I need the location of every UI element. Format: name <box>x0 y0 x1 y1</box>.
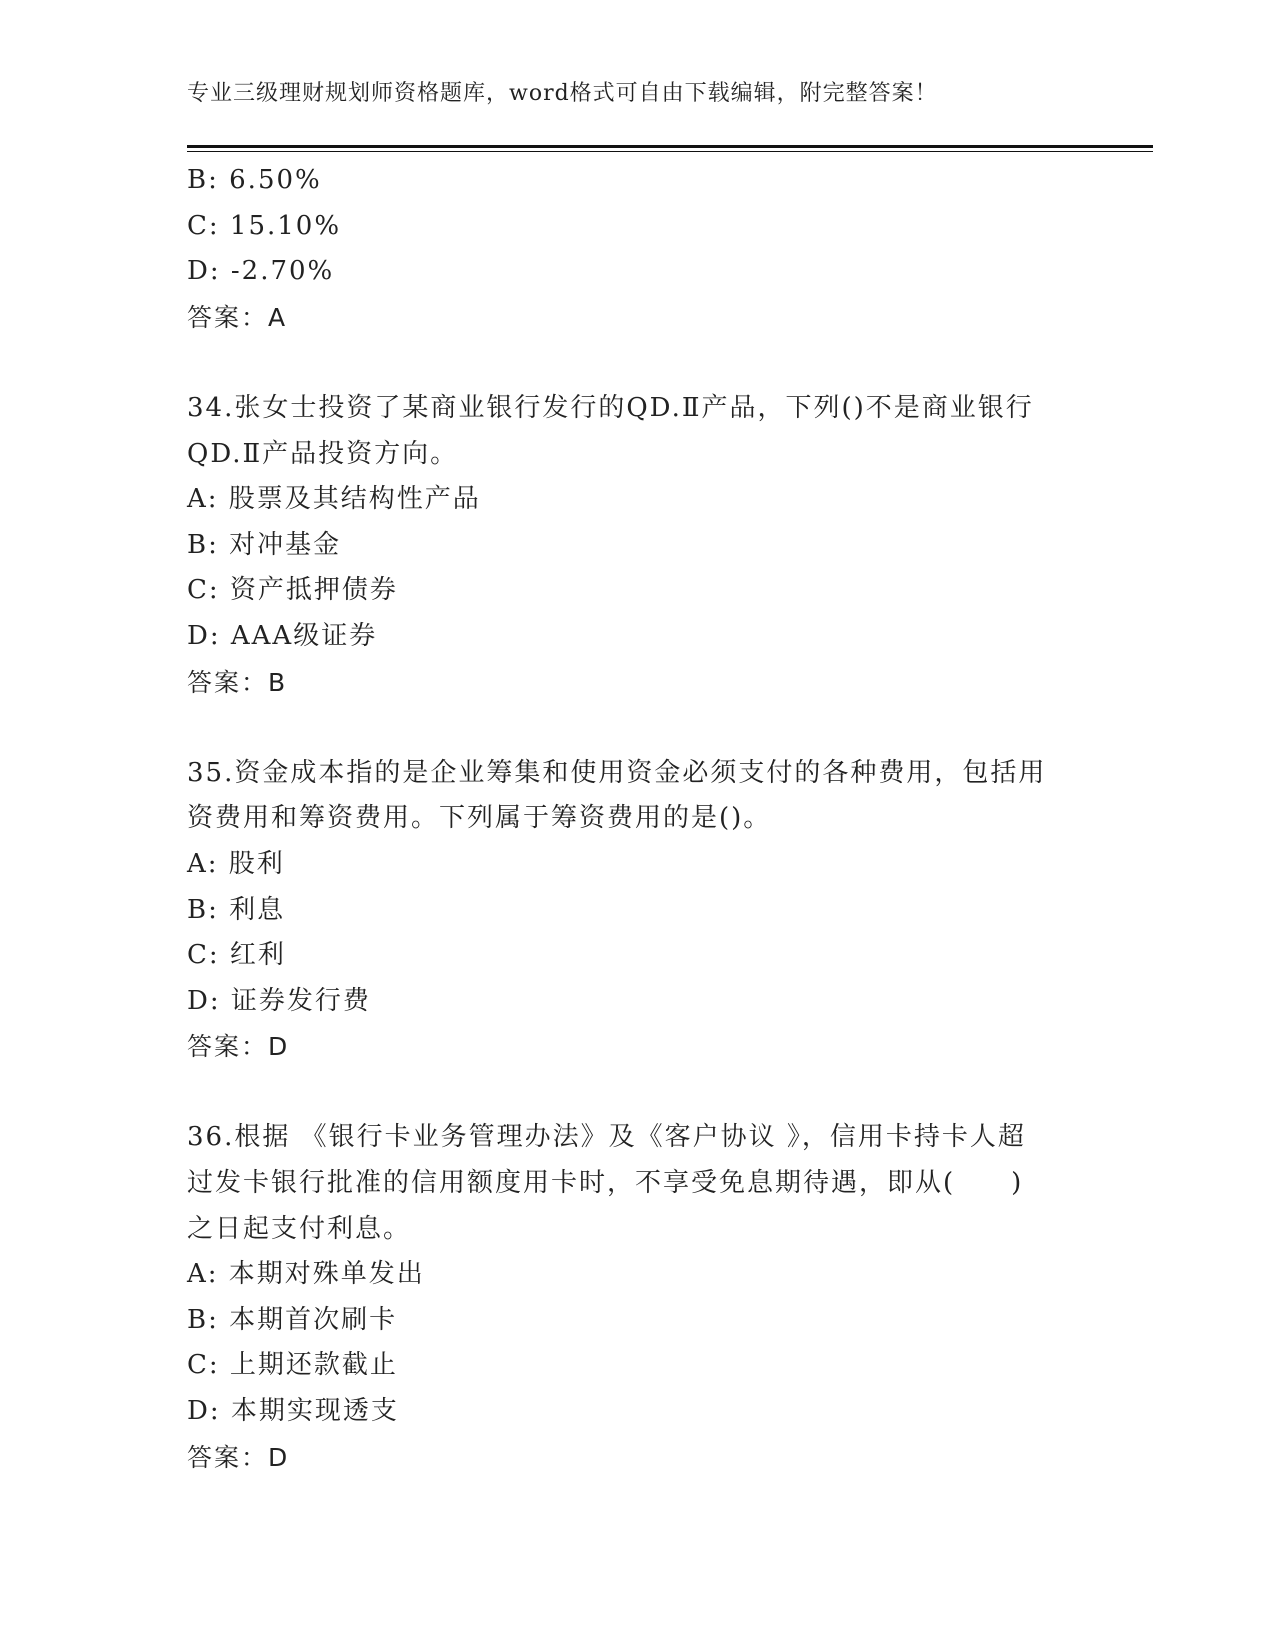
header-rule-thin <box>187 151 1153 152</box>
option-line: B: 6.50% <box>187 165 322 195</box>
question-text: 资费用和筹资费用。下列属于筹资费用的是()。 <box>187 803 772 834</box>
option-line: B: 本期首次刷卡 <box>187 1304 398 1335</box>
question-text: 35.资金成本指的是企业筹集和使用资金必须支付的各种费用，包括用 <box>187 757 1047 788</box>
option-line: C: 资产抵押债券 <box>187 575 398 606</box>
option-line: D: 本期实现透支 <box>187 1396 399 1427</box>
answer-line: 答案：A <box>187 302 288 332</box>
option-line: B: 利息 <box>187 894 286 925</box>
question-text: 34.张女士投资了某商业银行发行的QD.Ⅱ产品，下列()不是商业银行 <box>187 392 1034 423</box>
option-line: C: 红利 <box>187 940 286 971</box>
question-text: 过发卡银行批准的信用额度用卡时，不享受免息期待遇，即从( ) <box>187 1168 1024 1199</box>
header-rule-thick <box>187 145 1153 148</box>
page-header: 专业三级理财规划师资格题库，word格式可自由下载编辑，附完整答案！ <box>187 81 938 106</box>
option-line: B: 对冲基金 <box>187 529 342 560</box>
option-line: A: 本期对殊单发出 <box>187 1259 425 1290</box>
option-line: D: 证券发行费 <box>187 985 371 1016</box>
answer-line: 答案：D <box>187 1442 290 1472</box>
blank-line <box>187 1070 1147 1116</box>
question-text: 36.根据 《银行卡业务管理办法》及《客户协议 》，信用卡持卡人超 <box>187 1122 1026 1153</box>
question-text: QD.Ⅱ产品投资方向。 <box>187 438 459 469</box>
question-content <box>187 158 1147 1480</box>
option-line: A: 股票及其结构性产品 <box>187 484 481 515</box>
blank-line <box>187 705 1147 751</box>
question-text: 之日起支付利息。 <box>187 1213 412 1244</box>
answer-line: 答案：D <box>187 1032 290 1062</box>
option-line: D: -2.70% <box>187 256 335 287</box>
option-line: A: 股利 <box>187 848 285 879</box>
option-line: C: 上期还款截止 <box>187 1350 398 1381</box>
option-line: D: AAA级证券 <box>187 620 378 651</box>
answer-line: 答案：B <box>187 667 288 697</box>
option-line: C: 15.10% <box>187 210 342 241</box>
blank-line <box>187 340 1147 386</box>
